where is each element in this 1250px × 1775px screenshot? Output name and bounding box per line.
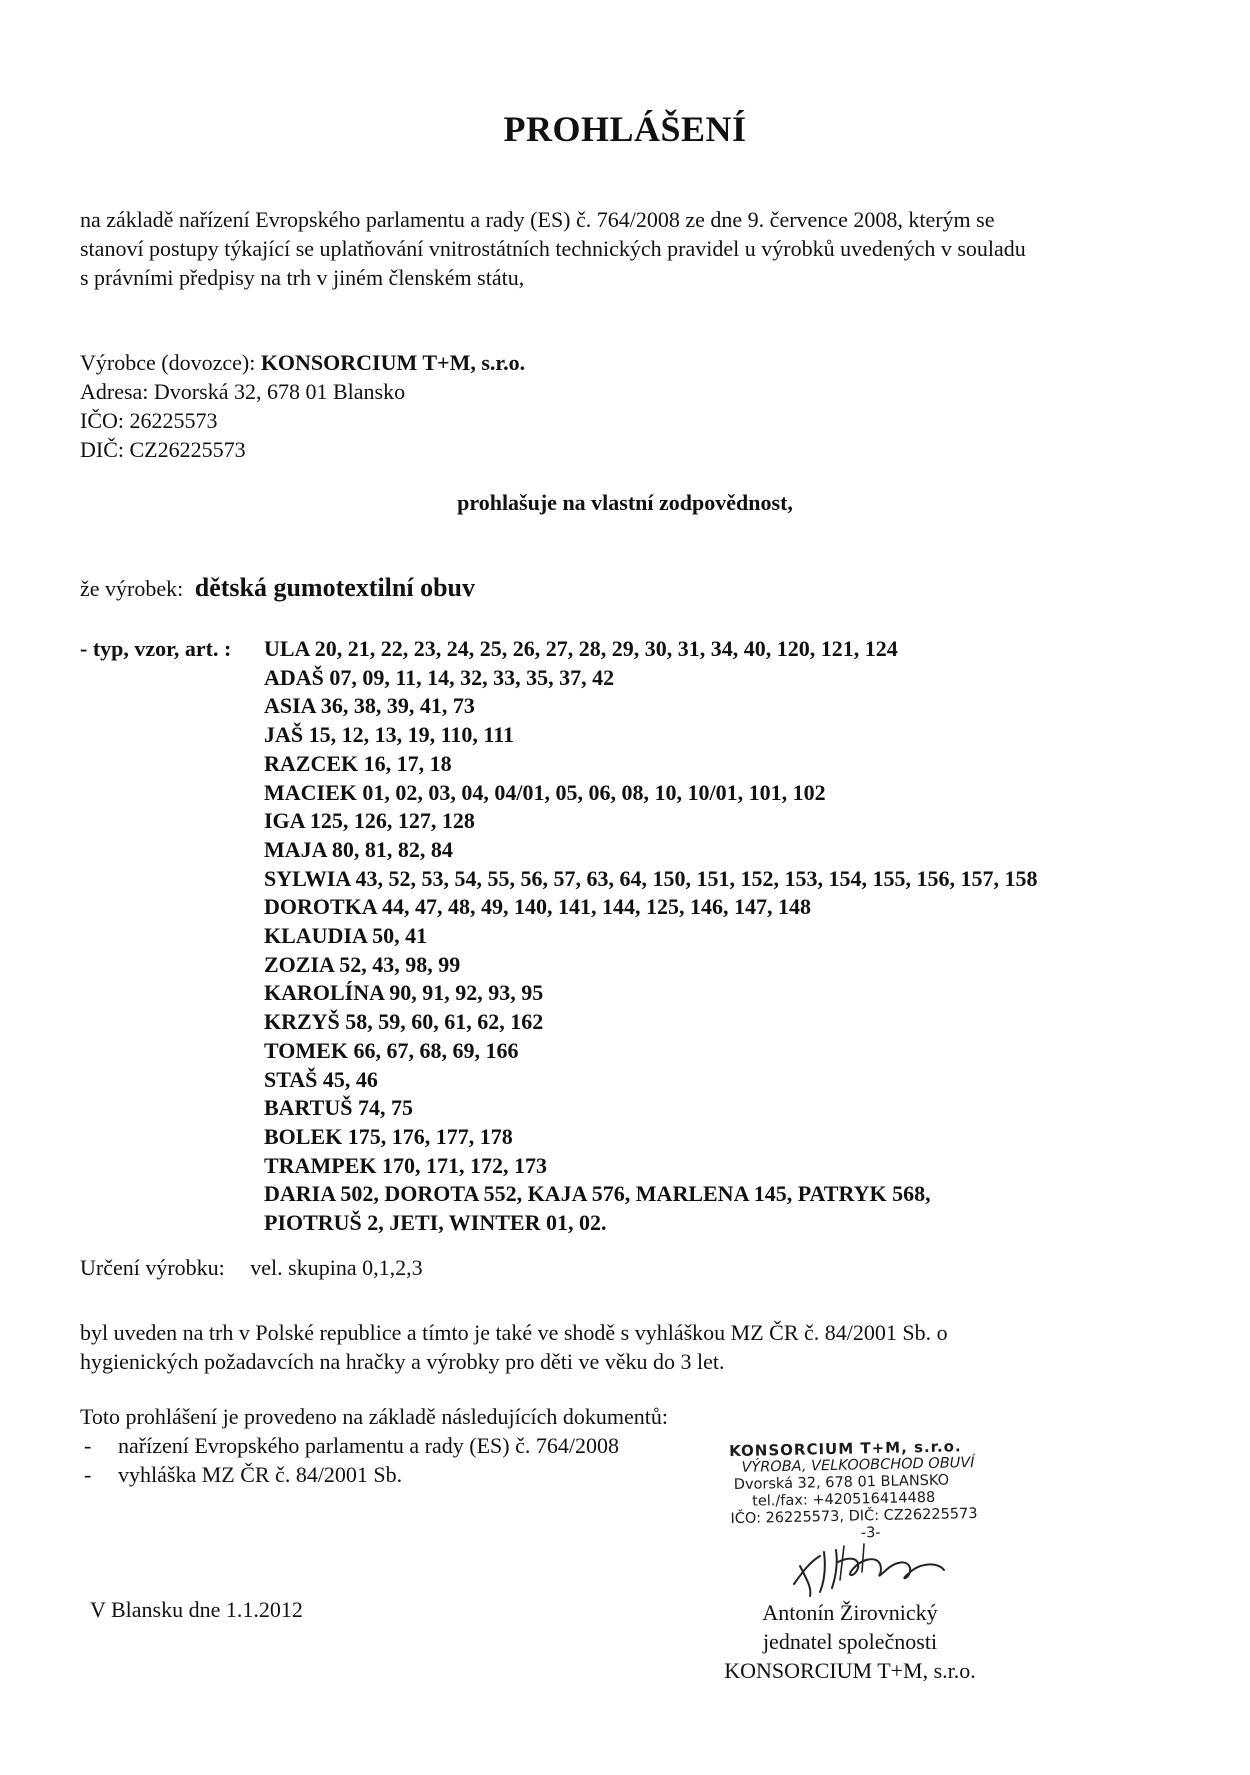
stamp-business: VÝROBA, VELKOOBCHOD OBUVÍ xyxy=(741,1455,975,1476)
types-list-item: ZOZIA 52, 43, 98, 99 xyxy=(264,951,461,977)
purpose-label: Určení výrobku: xyxy=(80,1255,225,1280)
types-list-item: IGA 125, 126, 127, 128 xyxy=(264,808,475,834)
stamp-company: KONSORCIUM T+M, s.r.o. xyxy=(728,1437,962,1461)
types-list-item: KAROLÍNA 90, 91, 92, 93, 95 xyxy=(264,980,544,1006)
types-list-item: MAJA 80, 81, 82, 84 xyxy=(264,836,453,862)
types-list-item: SYLWIA 43, 52, 53, 54, 55, 56, 57, 63, 64, 150, 151, 152, 153, 154, 155, 156, 157, 158 xyxy=(264,865,1038,891)
product-name: dětská gumotextilní obuv xyxy=(194,573,475,602)
product-purpose xyxy=(80,1255,423,1281)
types-list-item: JAŠ 15, 12, 13, 19, 110, 111 xyxy=(264,722,514,748)
stamp-ids: IČO: 26225573, DIČ: CZ26225573 xyxy=(730,1505,978,1528)
intro-line: stanoví postupy týkající se uplatňování vnitrostátních technických pravidel u výrobků uvedených v souladu xyxy=(80,236,1026,261)
declaration-statement: prohlašuje na vlastní zodpovědnost, xyxy=(457,490,793,515)
manufacturer-dic: DIČ: CZ26225573 xyxy=(80,437,246,462)
documents-item xyxy=(80,1431,668,1460)
stamp-address: Dvorská 32, 678 01 BLANSKO xyxy=(733,1472,950,1494)
types-label: - typ, vzor, art. : xyxy=(80,636,232,661)
types-list-item: KLAUDIA 50, 41 xyxy=(264,923,428,949)
signature-mark xyxy=(780,1522,990,1600)
manufacturer-name: KONSORCIUM T+M, s.r.o. xyxy=(260,350,526,375)
intro-paragraph xyxy=(80,205,1080,292)
manufacturer-label: Výrobce (dovozce): xyxy=(80,350,256,375)
market-line: byl uveden na trh v Polské republice a tímto je také ve shodě s vyhláškou MZ ČR č. 84/2001 Sb. o xyxy=(80,1320,948,1345)
types-list-item: TOMEK 66, 67, 68, 69, 166 xyxy=(264,1037,519,1063)
types-list-item: DOROTKA 44, 47, 48, 49, 140, 141, 144, 125, 146, 147, 148 xyxy=(264,894,811,920)
types-list-item: BOLEK 175, 176, 177, 178 xyxy=(264,1123,513,1149)
documents-item xyxy=(80,1460,668,1489)
bullet-dash: - xyxy=(84,1433,92,1458)
signer-name: Antonín Žirovnický xyxy=(762,1600,938,1625)
manufacturer-address: Adresa: Dvorská 32, 678 01 Blansko xyxy=(80,379,406,404)
document-title: PROHLÁŠENÍ xyxy=(503,109,747,149)
intro-line: s právními předpisy na trh v jiném členském státu, xyxy=(80,265,525,290)
product-label: že výrobek: xyxy=(80,576,184,601)
stamp-number: -3- xyxy=(860,1524,881,1542)
signer-company: KONSORCIUM T+M, s.r.o. xyxy=(724,1658,976,1683)
manufacturer-ico: IČO: 26225573 xyxy=(80,408,218,433)
manufacturer-block xyxy=(80,348,525,464)
types-list-item: RAZCEK 16, 17, 18 xyxy=(264,750,452,776)
documents-item-text: vyhláška MZ ČR č. 84/2001 Sb. xyxy=(118,1462,403,1487)
manufacturer-line xyxy=(80,348,525,377)
product-line xyxy=(80,573,475,603)
types-list-item: ADAŠ 07, 09, 11, 14, 32, 33, 35, 37, 42 xyxy=(264,664,615,690)
documents-block xyxy=(80,1402,668,1489)
bullet-dash: - xyxy=(84,1462,92,1487)
stamp-phone: tel./fax: +420516414488 xyxy=(752,1489,936,1510)
market-line: hygienických požadavcích na hračky a výrobky pro děti ve věku do 3 let. xyxy=(80,1349,725,1374)
types-list-item: PIOTRUŠ 2, JETI, WINTER 01, 02. xyxy=(264,1210,607,1236)
types-list xyxy=(264,635,1204,1238)
market-paragraph xyxy=(80,1318,948,1376)
types-list-item: STAŠ 45, 46 xyxy=(264,1066,378,1092)
documents-intro: Toto prohlášení je provedeno na základě následujících dokumentů: xyxy=(80,1404,668,1429)
purpose-value: vel. skupina 0,1,2,3 xyxy=(250,1255,423,1280)
types-list-item: ULA 20, 21, 22, 23, 24, 25, 26, 27, 28, 29, 30, 31, 34, 40, 120, 121, 124 xyxy=(264,636,898,661)
types-list-item: TRAMPEK 170, 171, 172, 173 xyxy=(264,1152,547,1178)
intro-line: na základě nařízení Evropského parlamentu a rady (ES) č. 764/2008 ze dne 9. července 2008, kterým se xyxy=(80,207,995,232)
signer-role: jednatel společnosti xyxy=(762,1629,938,1654)
place-date: V Blansku dne 1.1.2012 xyxy=(90,1597,303,1622)
types-list-item: BARTUŠ 74, 75 xyxy=(264,1095,413,1121)
types-list-item: MACIEK 01, 02, 03, 04, 04/01, 05, 06, 08, 10, 10/01, 101, 102 xyxy=(264,779,826,805)
signer-block xyxy=(700,1598,1000,1685)
documents-item-text: nařízení Evropského parlamentu a rady (ES) č. 764/2008 xyxy=(118,1433,619,1458)
types-list-item: DARIA 502, DOROTA 552, KAJA 576, MARLENA 145, PATRYK 568, xyxy=(264,1181,931,1207)
types-list-item: KRZYŠ 58, 59, 60, 61, 62, 162 xyxy=(264,1009,544,1035)
types-list-item: ASIA 36, 38, 39, 41, 73 xyxy=(264,693,475,719)
